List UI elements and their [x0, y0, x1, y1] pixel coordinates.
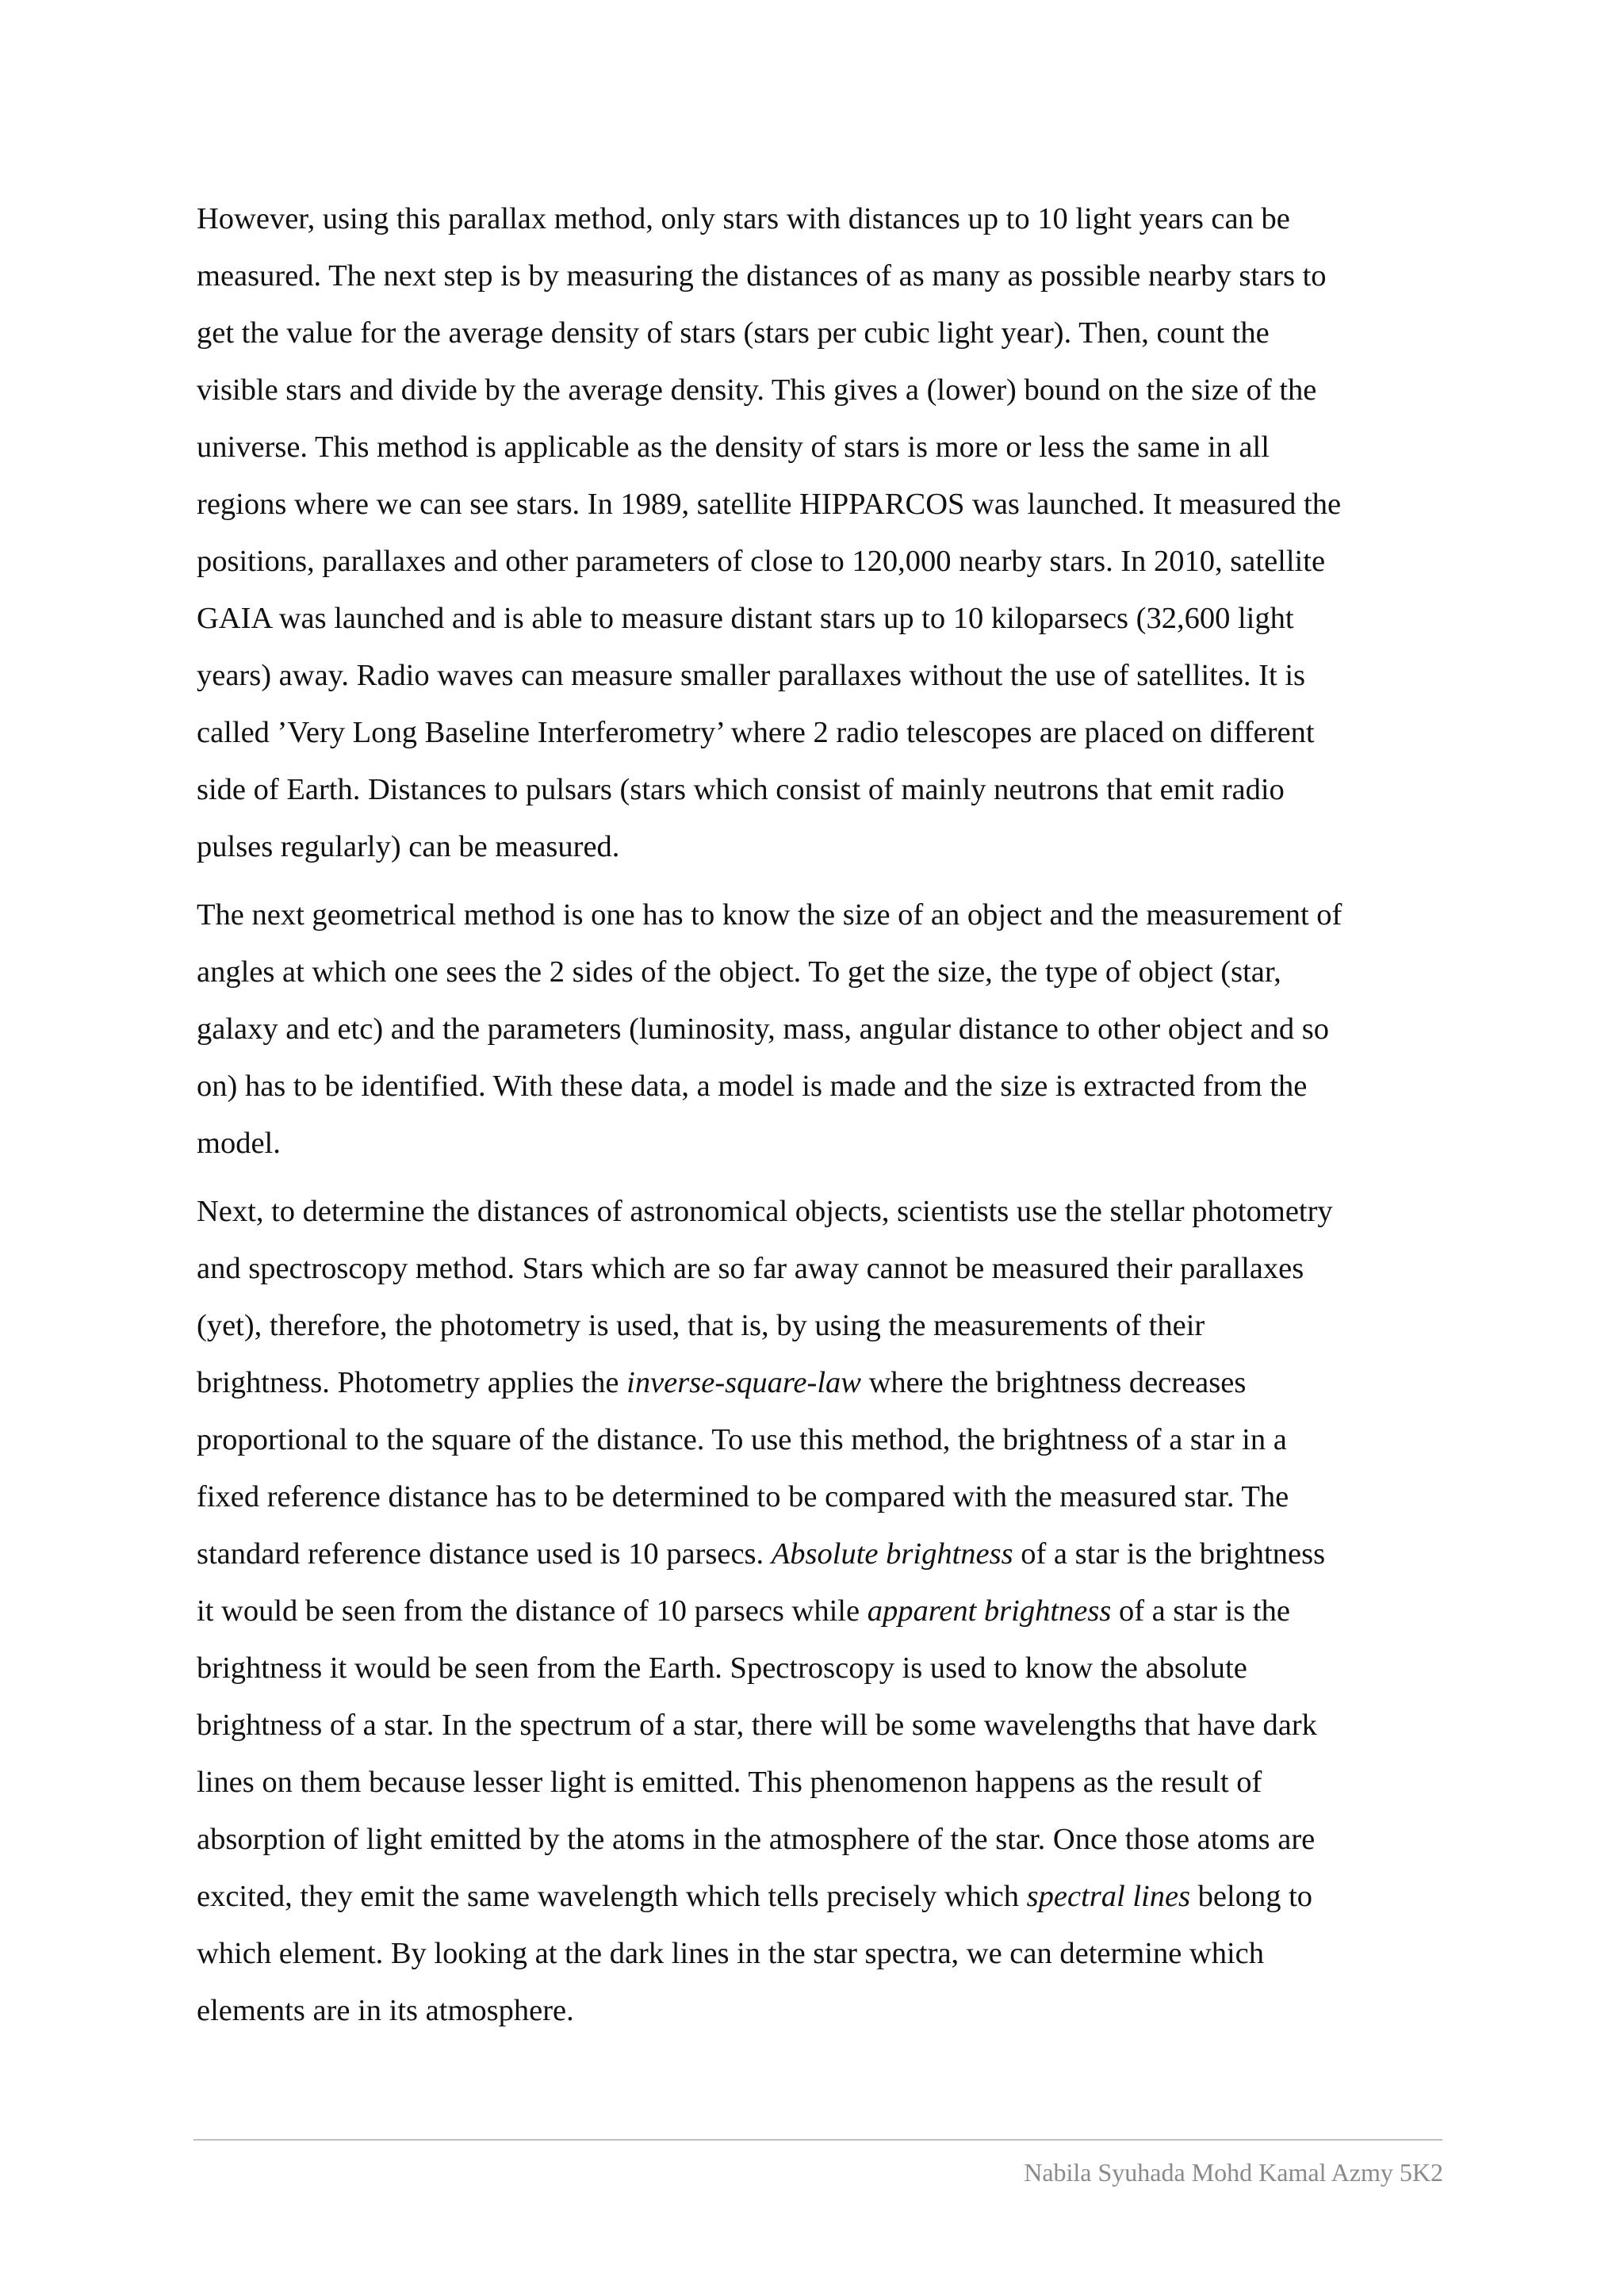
- text-line: lines on them because lesser light is emitted. This phenomenon happens as the result of: [197, 1766, 1262, 1799]
- text-line: on) has to be identified. With these data, a model is made and the size is extracted from the: [197, 1070, 1308, 1103]
- paragraph-photometry-spectroscopy: [197, 1183, 1434, 2039]
- text-line: galaxy and etc) and the parameters (luminosity, mass, angular distance to other object and so: [197, 1012, 1329, 1046]
- text-line: brightness of a star. In the spectrum of a star, there will be some wavelengths that have dark: [197, 1709, 1317, 1742]
- text-line: absorption of light emitted by the atoms in the atmosphere of the star. Once those atoms are: [197, 1823, 1316, 1856]
- text-line: universe. This method is applicable as the density of stars is more or less the same in all: [197, 430, 1270, 464]
- text-line: standard reference distance used is 10 parsecs. Absolute brightness of a star is the brightness: [197, 1537, 1326, 1571]
- emphasized-term: inverse-square-law: [626, 1366, 861, 1399]
- emphasized-term: apparent brightness: [867, 1594, 1112, 1628]
- text-line: called ’Very Long Baseline Interferometry’ where 2 radio telescopes are placed on different: [197, 716, 1315, 749]
- text-line: GAIA was launched and is able to measure distant stars up to 10 kiloparsecs (32,600 light: [197, 602, 1294, 635]
- text-line: it would be seen from the distance of 10 parsecs while apparent brightness of a star is the: [197, 1594, 1290, 1628]
- footer-divider: [193, 2139, 1442, 2141]
- text-line: proportional to the square of the distance. To use this method, the brightness of a star in a: [197, 1423, 1287, 1456]
- text-line: years) away. Radio waves can measure smaller parallaxes without the use of satellites. It is: [197, 659, 1305, 692]
- text-line: regions where we can see stars. In 1989, satellite HIPPARCOS was launched. It measured the: [197, 488, 1342, 521]
- paragraph-geometrical-method: [197, 886, 1434, 1172]
- text-line: fixed reference distance has to be determined to be compared with the measured star. The: [197, 1480, 1289, 1513]
- text-line: get the value for the average density of stars (stars per cubic light year). Then, count the: [197, 316, 1270, 350]
- text-line: and spectroscopy method. Stars which are so far away cannot be measured their parallaxes: [197, 1252, 1304, 1285]
- text-line: elements are in its atmosphere.: [197, 1994, 574, 2027]
- text-line: side of Earth. Distances to pulsars (stars which consist of mainly neutrons that emit radio: [197, 773, 1285, 806]
- text-line: which element. By looking at the dark lines in the star spectra, we can determine which: [197, 1937, 1264, 1970]
- emphasized-term: Absolute brightness: [771, 1537, 1013, 1571]
- text-line: brightness it would be seen from the Earth. Spectroscopy is used to know the absolute: [197, 1651, 1247, 1685]
- paragraph-parallax: [197, 190, 1434, 875]
- text-line: measured. The next step is by measuring the distances of as many as possible nearby stars to: [197, 259, 1327, 293]
- text-line: visible stars and divide by the average density. This gives a (lower) bound on the size of the: [197, 373, 1317, 407]
- text-line: Next, to determine the distances of astronomical objects, scientists use the stellar photometry: [197, 1195, 1333, 1228]
- document-body: [197, 190, 1434, 2050]
- emphasized-term: spectral lines: [1026, 1880, 1191, 1913]
- text-line: The next geometrical method is one has to know the size of an object and the measurement of: [197, 898, 1342, 932]
- text-line: positions, parallaxes and other parameters of close to 120,000 nearby stars. In 2010, satellite: [197, 545, 1326, 578]
- text-line: However, using this parallax method, only stars with distances up to 10 light years can be: [197, 202, 1290, 235]
- text-line: (yet), therefore, the photometry is used, that is, by using the measurements of their: [197, 1309, 1205, 1342]
- text-line: excited, they emit the same wavelength which tells precisely which spectral lines belong to: [197, 1880, 1313, 1913]
- footer-author: Nabila Syuhada Mohd Kamal Azmy 5K2: [1024, 2158, 1443, 2187]
- text-line: model.: [197, 1127, 281, 1160]
- text-line: pulses regularly) can be measured.: [197, 830, 620, 863]
- text-line: brightness. Photometry applies the inverse-square-law where the brightness decreases: [197, 1366, 1247, 1399]
- text-line: angles at which one sees the 2 sides of the object. To get the size, the type of object (star,: [197, 955, 1281, 989]
